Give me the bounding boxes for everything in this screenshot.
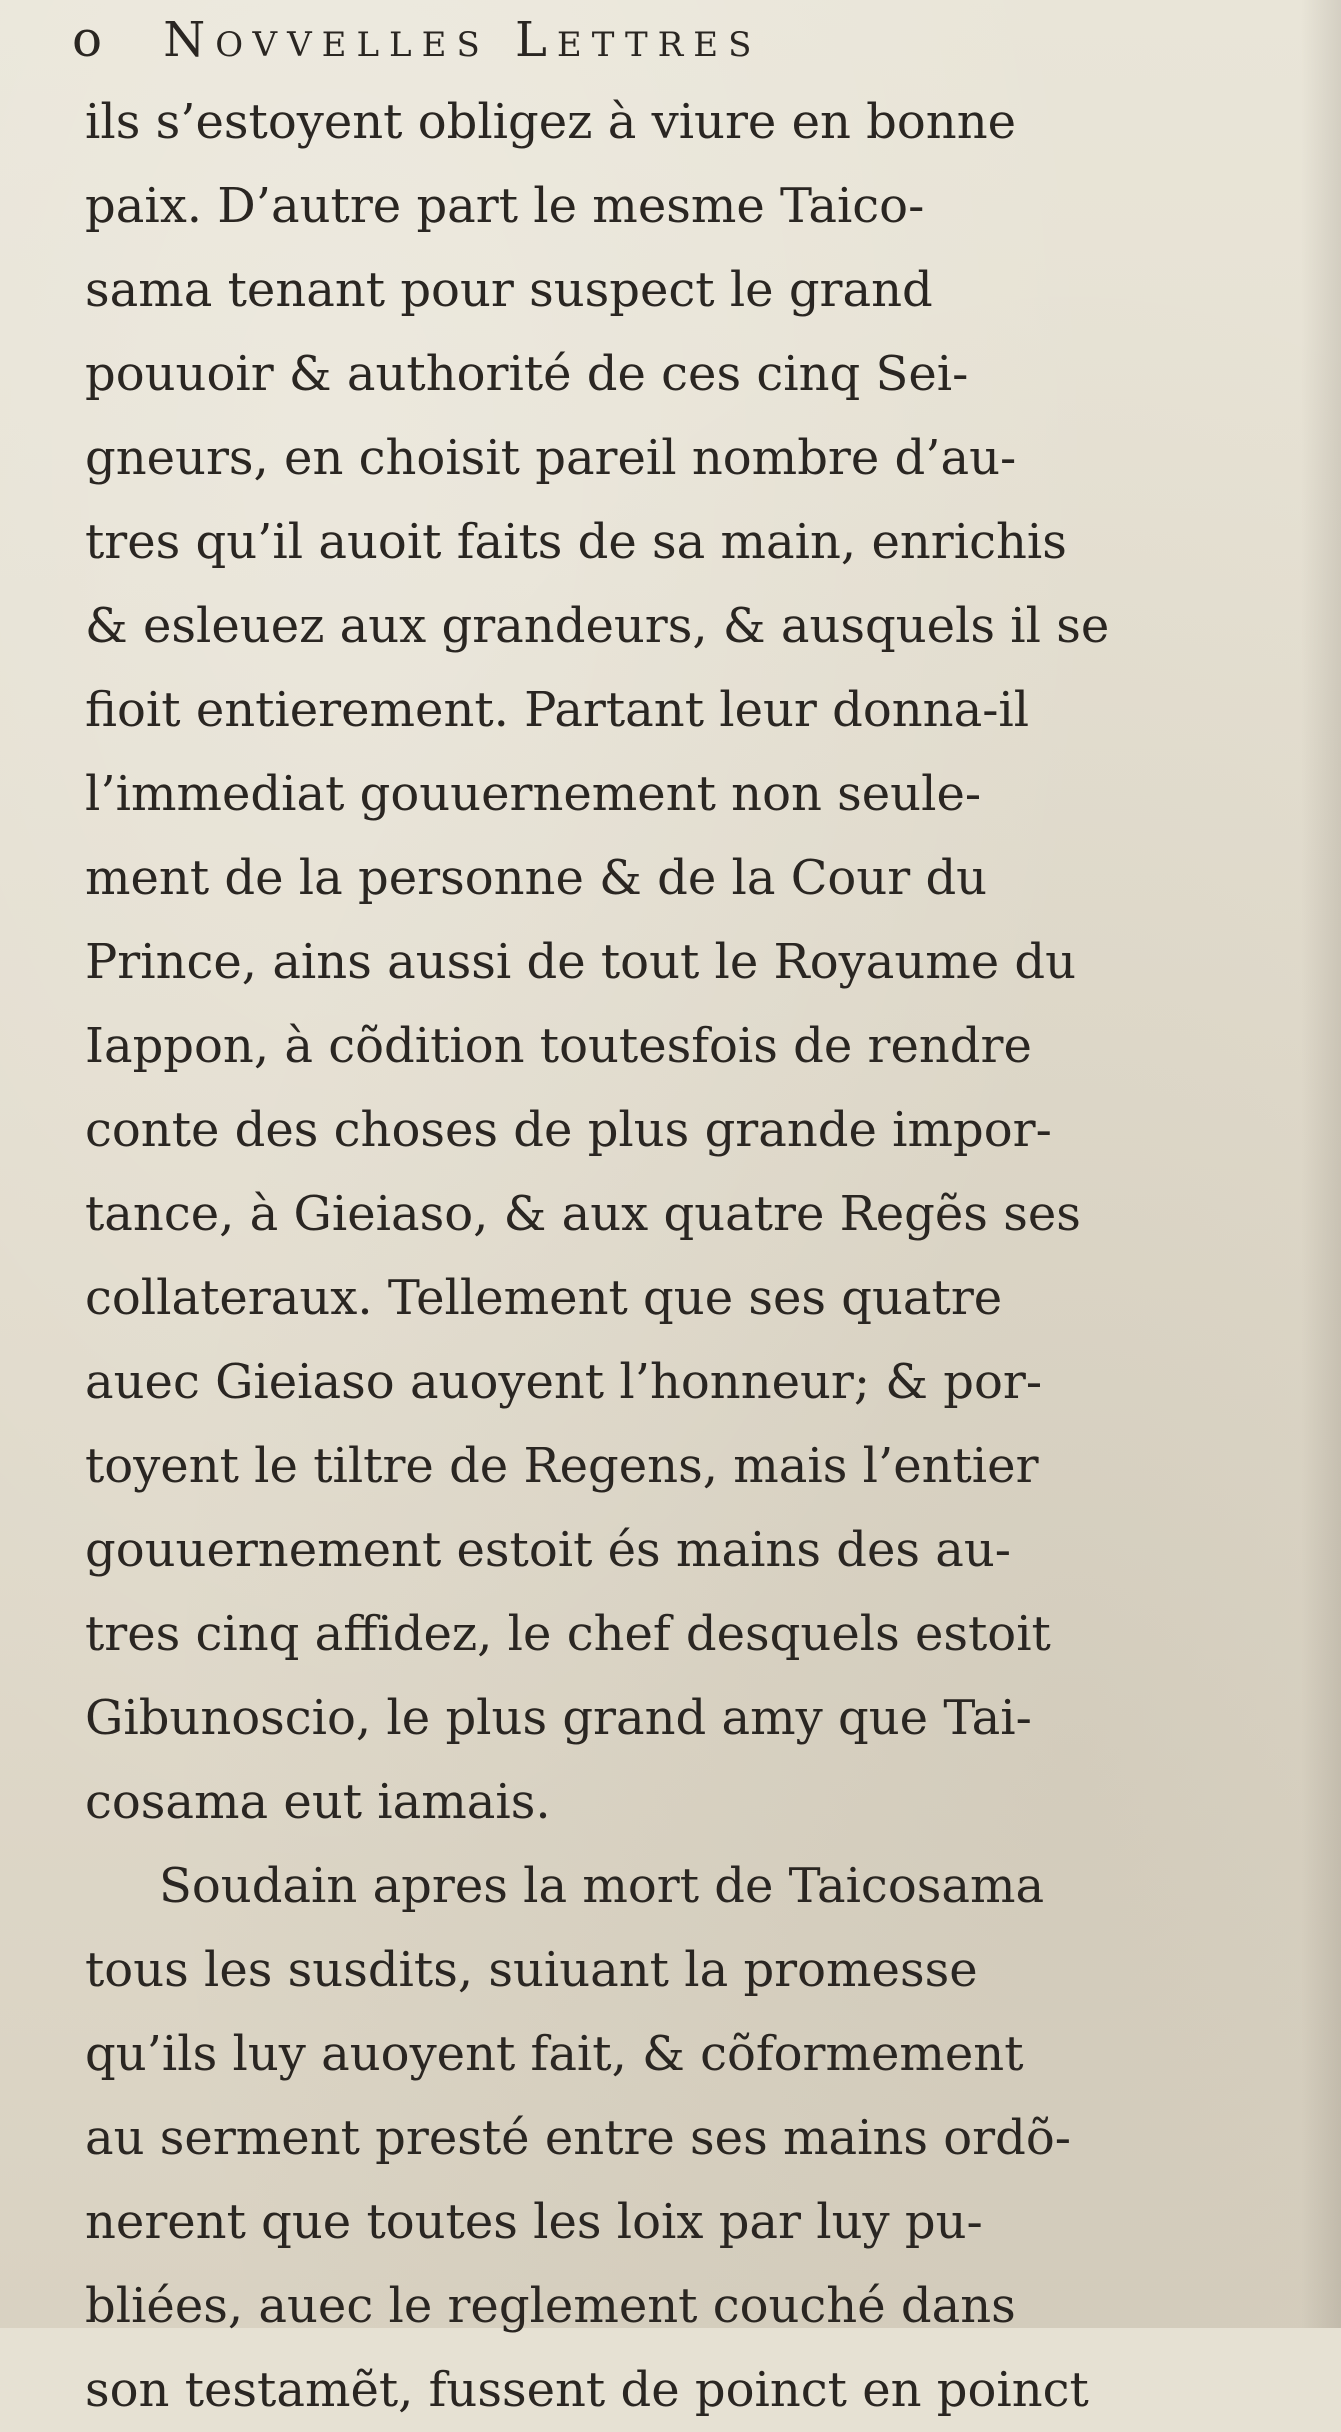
text-line: Soudain apres la mort de Taicosama	[159, 1858, 1045, 1914]
text-line: nerent que toutes les loix par luy pu-	[85, 2194, 983, 2250]
text-line: ils s’estoyent obligez à viure en bonne	[85, 94, 1017, 150]
text-line: & esleuez aux grandeurs, & ausquels il se	[85, 598, 1110, 654]
text-line: fioit entierement. Partant leur donna-il	[85, 682, 1030, 738]
text-line: auec Gieiaso auoyent l’honneur; & por-	[85, 1354, 1043, 1410]
text-line: tres cinq affidez, le chef desquels estoit	[85, 1606, 1051, 1662]
text-line: Prince, ains aussi de tout le Royaume du	[85, 934, 1077, 990]
running-head	[72, 4, 1272, 74]
text-line: tres qu’il auoit faits de sa main, enrichis	[85, 514, 1067, 570]
text-line: collateraux. Tellement que ses quatre	[85, 1270, 1003, 1326]
text-line: Gibunoscio, le plus grand amy que Tai-	[85, 1690, 1032, 1746]
text-line: sama tenant pour suspect le grand	[85, 262, 933, 318]
text-line: tous les susdits, suiuant la promesse	[85, 1942, 978, 1998]
text-line: bliées, auec le reglement couché dans	[85, 2278, 1016, 2334]
text-line: pouuoir & authorité de ces cinq Sei-	[85, 346, 969, 402]
text-line: au serment presté entre ses mains ordõ-	[85, 2110, 1071, 2166]
text-line: qu’ils luy auoyent fait, & cõformement	[85, 2026, 1024, 2082]
text-line: gneurs, en choisit pareil nombre d’au-	[85, 430, 1017, 486]
text-line: cosama eut iamais.	[85, 1774, 551, 1830]
body-text	[85, 80, 1285, 2432]
text-line: ment de la personne & de la Cour du	[85, 850, 988, 906]
text-line: tance, à Gieiaso, & aux quatre Regẽs ses	[85, 1186, 1081, 1242]
running-head-title: Novvelles Lettres	[163, 12, 762, 68]
page-edge-shadow	[1301, 0, 1341, 2328]
paragraph	[85, 80, 1285, 1844]
text-line: toyent le tiltre de Regens, mais l’entier	[85, 1438, 1039, 1494]
text-line: son testamẽt, fussent de poinct en poinct	[85, 2362, 1089, 2418]
text-line: gouuernement estoit és mains des au-	[85, 1522, 1011, 1578]
text-line: Iappon, à cõdition toutesfois de rendre	[85, 1018, 1032, 1074]
page-number: o	[72, 10, 109, 68]
text-line: conte des choses de plus grande impor-	[85, 1102, 1052, 1158]
text-line: l’immediat gouuernement non seule-	[85, 766, 982, 822]
paragraph	[85, 1844, 1285, 2432]
text-line: paix. D’autre part le mesme Taico-	[85, 178, 925, 234]
